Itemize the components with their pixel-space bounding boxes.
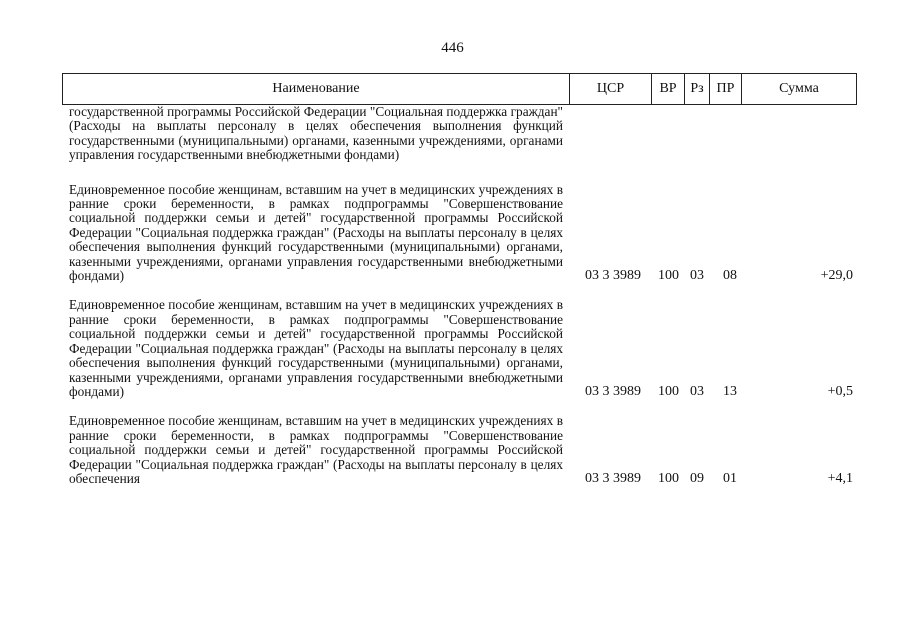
table-body — [0, 105, 905, 486]
row-rz: 03 — [690, 383, 704, 399]
row-csr: 03 3 3989 — [585, 268, 641, 284]
row-sum: +0,5 — [827, 383, 853, 399]
row-values — [0, 148, 905, 162]
header-vr: ВР — [652, 74, 685, 104]
table-row — [0, 414, 905, 486]
row-sum: +4,1 — [827, 470, 853, 486]
table-row — [0, 183, 905, 284]
row-csr: 03 3 3989 — [585, 383, 641, 399]
row-rz: 09 — [690, 470, 704, 486]
row-description: государственной программы Российской Федерации "Социальная поддержка граждан" (Расходы на выплаты персоналу в целях обеспечения выполнения функций государственными (муниципальными) органами, казенными учреждениями, органами управления государственными внебюджетными фондами) — [69, 104, 563, 163]
row-csr: 03 3 3989 — [585, 470, 641, 486]
header-name: Наименование — [63, 74, 570, 104]
row-description: Единовременное пособие женщинам, вставшим на учет в медицинских учреждениях в ранние сроки беременности, в рамках подпрограммы "Совершенствование социальной поддержки семьи и детей" государственной программы Российской Федерации "Социальная поддержка граждан" (Расходы на выплаты персоналу в целях обеспечения — [69, 413, 563, 486]
row-pr: 08 — [723, 268, 737, 284]
row-pr: 01 — [723, 470, 737, 486]
row-values — [0, 472, 905, 486]
row-vr: 100 — [658, 268, 679, 284]
row-description: Единовременное пособие женщинам, вставшим на учет в медицинских учреждениях в ранние сроки беременности, в рамках подпрограммы "Совершенствование социальной поддержки семьи и детей" государственной программы Российской Федерации "Социальная поддержка граждан" (Расходы на выплаты персоналу в целях обеспечения выполнения функций государственными (муниципальными) органами, казенными учреждениями, органами управления государственными внебюджетными фондами) — [69, 297, 563, 399]
header-pr: ПР — [710, 74, 742, 104]
page-number: 446 — [441, 40, 464, 56]
row-sum: +29,0 — [820, 268, 853, 284]
table-header — [62, 73, 857, 105]
header-csr: ЦСР — [570, 74, 652, 104]
row-pr: 13 — [723, 383, 737, 399]
header-rz: Рз — [685, 74, 710, 104]
row-values — [0, 385, 905, 399]
row-vr: 100 — [658, 383, 679, 399]
row-vr: 100 — [658, 470, 679, 486]
header-sum: Сумма — [779, 81, 819, 96]
row-rz: 03 — [690, 268, 704, 284]
table-row — [0, 105, 905, 163]
table-row — [0, 298, 905, 399]
row-values — [0, 269, 905, 283]
row-description: Единовременное пособие женщинам, вставшим на учет в медицинских учреждениях в ранние сроки беременности, в рамках подпрограммы "Совершенствование социальной поддержки семьи и детей" государственной программы Российской Федерации "Социальная поддержка граждан" (Расходы на выплаты персоналу в целях обеспечения выполнения функций государственными (муниципальными) органами, казенными учреждениями, органами управления государственными внебюджетными фондами) — [69, 181, 563, 284]
